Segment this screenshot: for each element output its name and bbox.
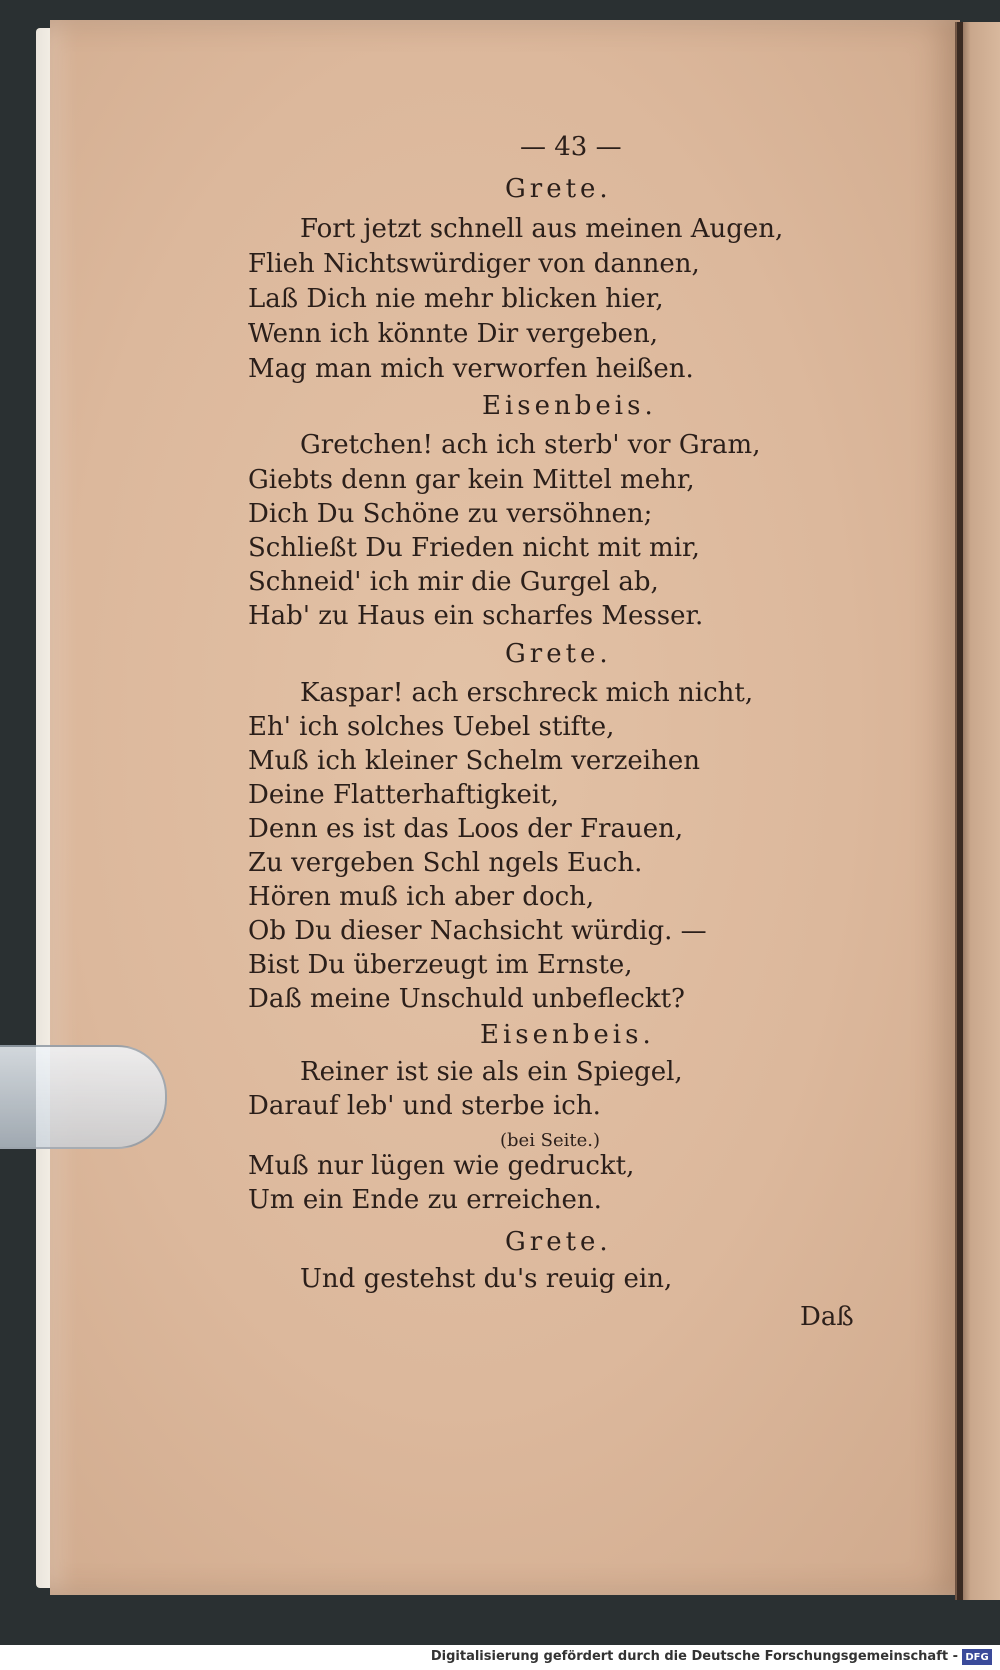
verse-line: Reiner ist sie als ein Spiegel, xyxy=(300,1057,683,1087)
footer-bar xyxy=(0,1645,1000,1670)
verse-line: Kaspar! ach erschreck mich nicht, xyxy=(300,678,754,708)
verse-line: Darauf leb' und sterbe ich. xyxy=(248,1091,601,1121)
verse-line: Um ein Ende zu erreichen. xyxy=(248,1185,602,1215)
verse-line: Zu vergeben Schl ngels Euch. xyxy=(248,848,643,878)
verse-line: Muß ich kleiner Schelm verzeihen xyxy=(248,746,701,776)
speaker-label: Eisenbeis. xyxy=(482,391,657,421)
verse-line: Bist Du überzeugt im Ernste, xyxy=(248,950,633,980)
verse-line: Ob Du dieser Nachsicht würdig. — xyxy=(248,916,707,946)
speaker-label: Grete. xyxy=(505,174,612,204)
footer-credit: Digitalisierung gefördert durch die Deutsche Forschungsgemeinschaft - xyxy=(430,1649,958,1664)
verse-line: Hören muß ich aber doch, xyxy=(248,882,595,912)
catchword: Daß xyxy=(800,1302,854,1332)
page-clip xyxy=(0,1045,167,1149)
verse-line: Schließt Du Frieden nicht mit mir, xyxy=(248,533,700,563)
verse-line: Fort jetzt schnell aus meinen Augen, xyxy=(300,214,784,244)
verse-line: Laß Dich nie mehr blicken hier, xyxy=(248,284,664,314)
verse-line: Schneid' ich mir die Gurgel ab, xyxy=(248,567,659,597)
verse-line: Giebts denn gar kein Mittel mehr, xyxy=(248,465,695,495)
verse-line: Gretchen! ach ich sterb' vor Gram, xyxy=(300,430,761,460)
verse-line: Wenn ich könnte Dir vergeben, xyxy=(248,319,659,349)
speaker-label: Eisenbeis. xyxy=(480,1020,655,1050)
verse-line: Dich Du Schöne zu versöhnen; xyxy=(248,499,653,529)
verse-line: Daß meine Unschuld unbefleckt? xyxy=(248,984,685,1014)
book-gutter xyxy=(957,22,963,1600)
verse-line: Denn es ist das Loos der Frauen, xyxy=(248,814,684,844)
dfg-logo-icon: DFG xyxy=(962,1649,992,1665)
page-number: — 43 — xyxy=(520,132,622,162)
verse-line: Deine Flatterhaftigkeit, xyxy=(248,780,559,810)
speaker-label: Grete. xyxy=(505,639,612,669)
stage-direction: (bei Seite.) xyxy=(500,1130,601,1151)
verse-line: Muß nur lügen wie gedruckt, xyxy=(248,1151,635,1181)
verse-line: Und gestehst du's reuig ein, xyxy=(300,1264,673,1294)
speaker-label: Grete. xyxy=(505,1227,612,1257)
verse-line: Flieh Nichtswürdiger von dannen, xyxy=(248,249,700,279)
verse-line: Mag man mich verworfen heißen. xyxy=(248,354,694,384)
verse-line: Eh' ich solches Uebel stifte, xyxy=(248,712,615,742)
verse-line: Hab' zu Haus ein scharfes Messer. xyxy=(248,601,704,631)
